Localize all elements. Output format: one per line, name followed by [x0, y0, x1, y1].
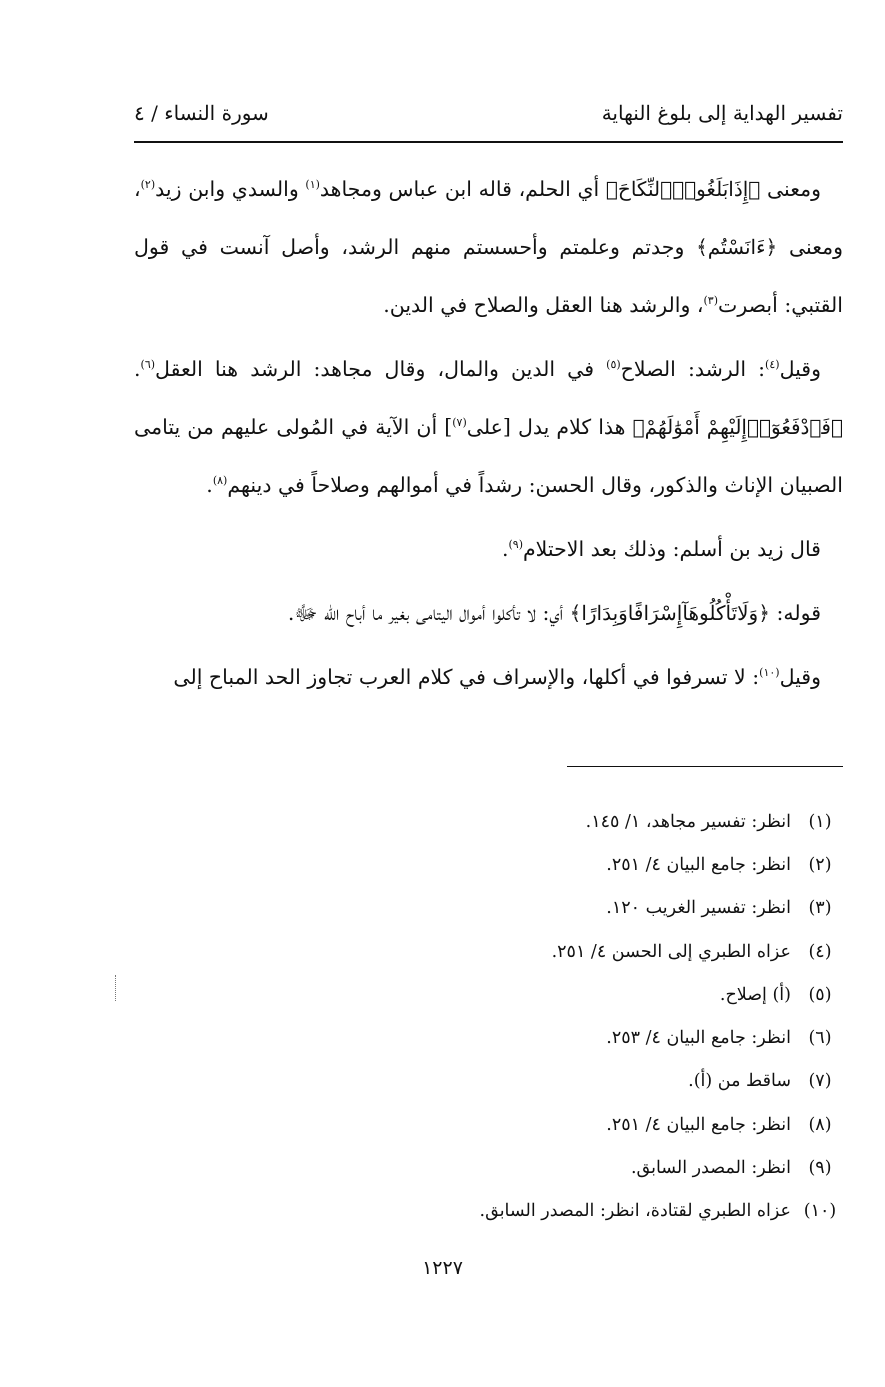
paragraph-3: قال زيد بن أسلم: وذلك بعد الاحتلام$^{(٩)}$. — [501, 537, 821, 561]
footnote-item — [134, 1103, 843, 1146]
paragraph-5: وقيل$^{(١٠)}$: لا تسرفوا في أكلها، والإسراف في كلام العرب تجاوز الحد المباح إلى — [173, 665, 821, 689]
footnote-number: (١٠) — [803, 1201, 837, 1222]
footnote-number: (٤) — [808, 941, 832, 962]
footnote-text: انظر: تفسير مجاهد، ١/ ١٤٥. — [585, 811, 791, 832]
footnote-ref: (٥) — [606, 358, 621, 372]
footnote-text: انظر: المصدر السابق. — [630, 1158, 791, 1179]
paragraph-1: ومعنى ﴿إِذَابَلَغُوا۟ٱلنِّكَاحَ﴾ أي الحلم، قاله ابن عباس ومجاهد$^{(١)}$ والسدي وابن زيد$^{(٢)}$، ومعنى ﴿ءَانَسْتُم﴾ وجدتم وعلمتم وأحسستم منهم الرشد، وأصل آنست في قول القتبي: أبصرت$^{(٣)}$، والرشد هنا العقل والصلاح في الدين. — [134, 177, 844, 317]
paragraph-4: قوله: ﴿وَلَاتَأْكُلُوهَآإِسْرَافًاوَبِدَارًا﴾ أي: لا تأكلوا أموال اليتامى بغير ما أباح الله ﷻ. — [287, 601, 821, 625]
footnote-ref: (٨) — [212, 474, 228, 488]
footnote-item — [134, 887, 843, 930]
footnote-item — [134, 1060, 843, 1103]
book-title: تفسير الهداية إلى بلوغ النهاية — [601, 101, 843, 125]
footnote-ref: (٣) — [703, 294, 719, 308]
footnote-number: (٦) — [808, 1028, 832, 1049]
footnote-number: (٥) — [808, 984, 832, 1005]
footnote-item — [134, 843, 843, 886]
footnote-item — [134, 1190, 843, 1233]
footnote-number: (١) — [808, 811, 832, 832]
main-text — [134, 160, 843, 712]
footnote-ref: (١٠) — [759, 666, 780, 680]
footnote-item — [134, 930, 843, 973]
quran-verse: ﴿ءَانَسْتُم﴾ — [696, 235, 778, 259]
quran-verse: ﴿فَٱدْفَعُوٓا۟إِلَيْهِمْ أَمْوَٰلَهُمْ﴾ — [632, 415, 843, 439]
footnote-ref: (٧) — [452, 416, 467, 430]
footnote-text: انظر: جامع البيان ٤/ ٢٥١. — [606, 854, 791, 875]
footnote-text: انظر: تفسير الغريب ١٢٠. — [606, 898, 791, 919]
footnote-ref: (٢) — [140, 178, 156, 192]
quran-verse: ﴿وَلَاتَأْكُلُوهَآإِسْرَافًاوَبِدَارًا﴾ — [569, 601, 770, 625]
footnote-ref: (٩) — [508, 538, 523, 552]
footnote-item — [134, 1146, 843, 1189]
page-number: ١٢٢٧ — [422, 1257, 463, 1279]
footnote-number: (٩) — [808, 1158, 832, 1179]
footnote-divider — [567, 766, 843, 767]
footnote-text: ساقط من (أ). — [688, 1071, 791, 1092]
footnote-text: انظر: جامع البيان ٤/ ٢٥٣. — [606, 1028, 791, 1049]
surah-label: سورة النساء / ٤ — [134, 101, 269, 125]
footnote-text: (أ) إصلاح. — [719, 984, 791, 1005]
footnote-ref: (١) — [305, 178, 320, 192]
footnote-number: (٨) — [808, 1114, 832, 1135]
footnote-text: عزاه الطبري لقتادة، انظر: المصدر السابق. — [479, 1201, 791, 1222]
running-header — [134, 96, 843, 130]
footnote-number: (٣) — [808, 898, 832, 919]
margin-mark — [115, 975, 118, 1001]
footnote-number: (٧) — [808, 1071, 832, 1092]
footnote-ref: (٦) — [140, 358, 156, 372]
quran-verse: ﴿إِذَابَلَغُوا۟ٱلنِّكَاحَ﴾ — [605, 177, 761, 201]
footnote-item — [134, 973, 843, 1016]
footnote-text: عزاه الطبري إلى الحسن ٤/ ٢٥١. — [551, 941, 791, 962]
footnote-item — [134, 1016, 843, 1059]
paragraph-2: وقيل$^{(٤)}$: الرشد: الصلاح$^{(٥)}$ في الدين والمال، وقال مجاهد: الرشد هنا العقل$^{(٦)}$. ﴿فَٱدْفَعُوٓا۟إِلَيْهِمْ أَمْوَٰلَهُمْ﴾ هذا كلام يدل [على$^{(٧)}$] أن الآية في المُولى عليهم من يتامى الصبيان الإناث والذكور، وقال الحسن: رشداً في أموالهم وصلاحاً في دينهم$^{(٨)}$. — [134, 357, 843, 497]
footnote-text: انظر: جامع البيان ٤/ ٢٥١. — [606, 1114, 791, 1135]
footnote-number: (٢) — [808, 854, 832, 875]
footnote-ref: (٤) — [765, 358, 780, 372]
header-divider — [134, 141, 843, 143]
footnote-item — [134, 800, 843, 843]
footnotes-list — [134, 800, 843, 1233]
